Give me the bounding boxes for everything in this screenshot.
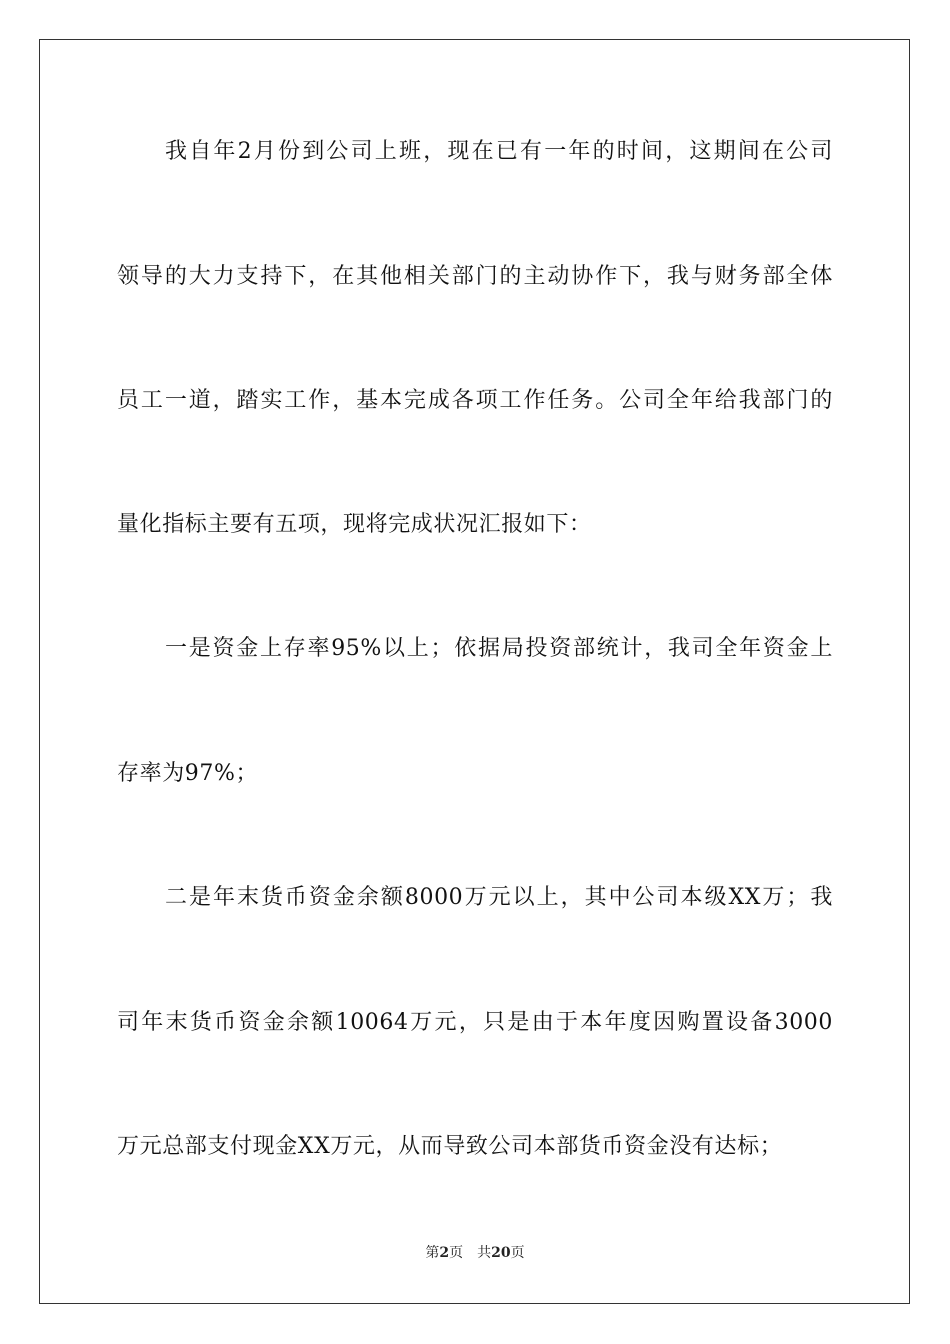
footer-page-prefix: 第 bbox=[425, 1245, 440, 1261]
page-border bbox=[39, 39, 910, 1304]
paragraph-2-line-2: 存率为97%； bbox=[117, 761, 259, 786]
footer-page-suffix: 页 bbox=[449, 1245, 464, 1261]
paragraph-1-line-3: 员工一道，踏实工作，基本完成各项工作任务。公司全年给我部门的 bbox=[117, 388, 833, 413]
footer-page-number: 2 bbox=[439, 1245, 450, 1261]
paragraph-1-line-1: 我自年2月份到公司上班，现在已有一年的时间，这期间在公司 bbox=[165, 139, 833, 164]
paragraph-1-line-2: 领导的大力支持下，在其他相关部门的主动协作下，我与财务部全体 bbox=[117, 264, 833, 289]
paragraph-3-line-1: 二是年末货币资金余额8000万元以上，其中公司本级XX万；我 bbox=[165, 885, 833, 910]
paragraph-1-line-4: 量化指标主要有五项，现将完成状况汇报如下： bbox=[117, 512, 592, 537]
footer-total-pages: 20 bbox=[491, 1245, 511, 1261]
footer-total-prefix: 共 bbox=[477, 1245, 492, 1261]
paragraph-2-line-1: 一是资金上存率95%以上；依据局投资部统计，我司全年资金上 bbox=[165, 636, 833, 661]
footer-total-suffix: 页 bbox=[510, 1245, 525, 1261]
paragraph-3-line-3: 万元总部支付现金XX万元，从而导致公司本部货币资金没有达标； bbox=[117, 1134, 783, 1159]
paragraph-3-line-2: 司年末货币资金余额10064万元，只是由于本年度因购置设备3000 bbox=[117, 1010, 833, 1035]
page-footer bbox=[0, 1243, 950, 1263]
